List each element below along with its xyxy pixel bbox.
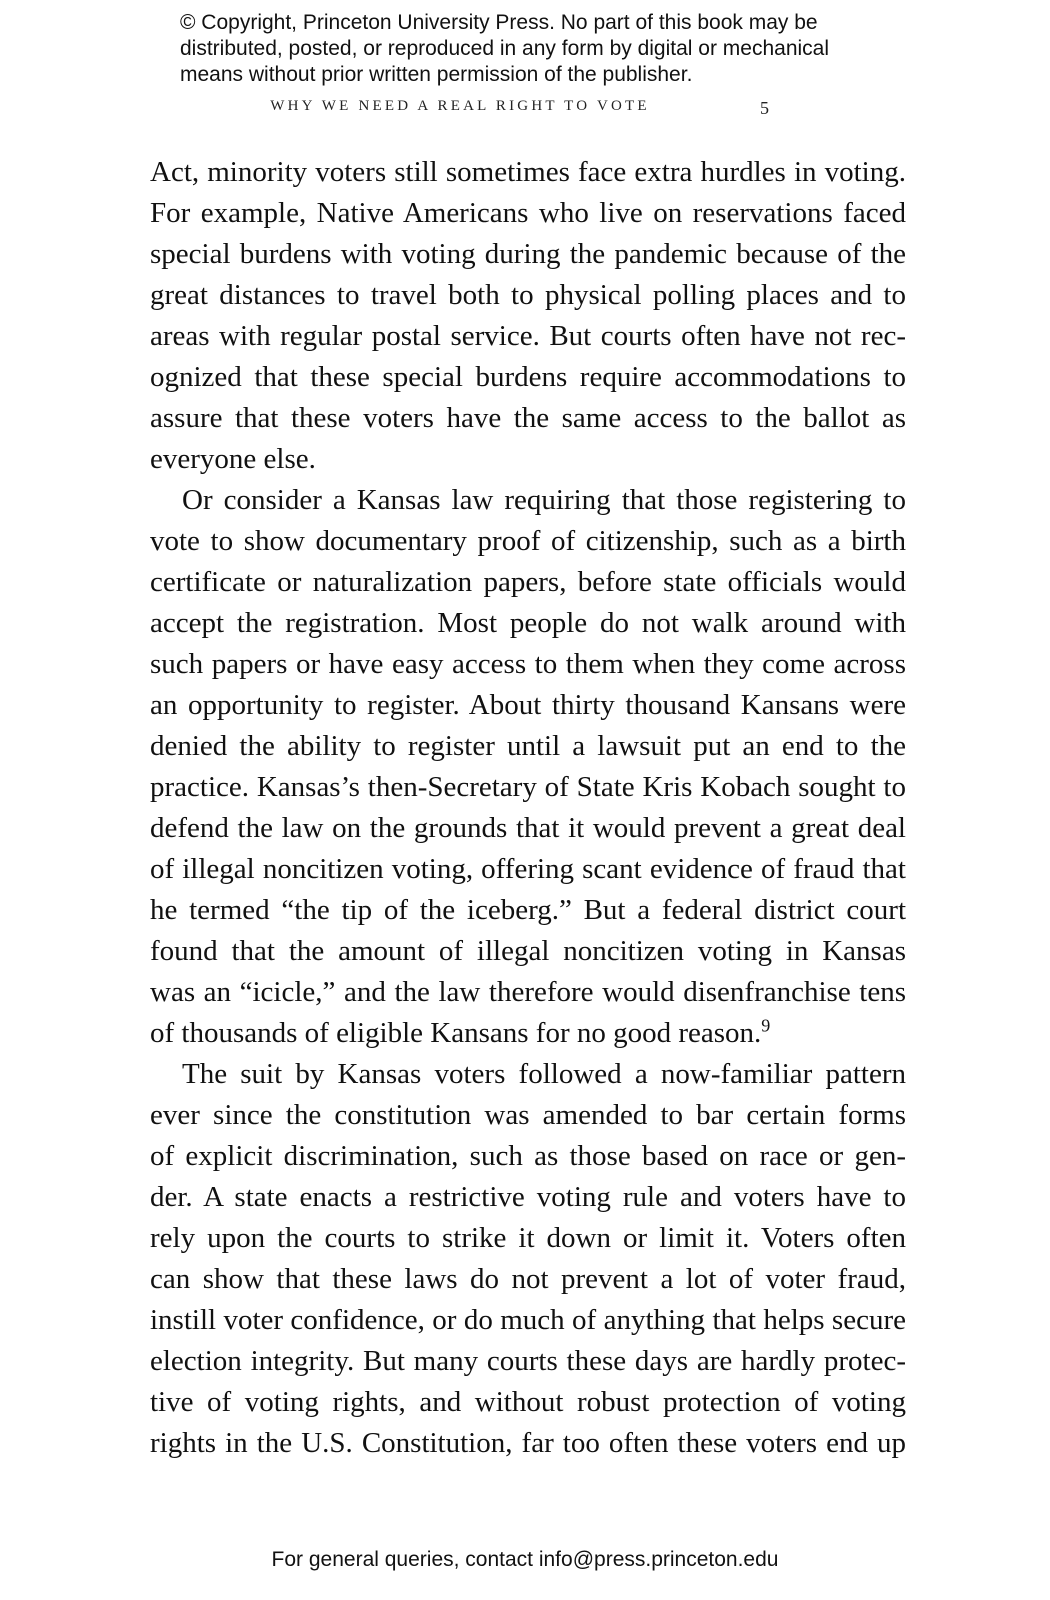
copyright-line: distributed, posted, or reproduced in any form by digital or mechanical [180,37,830,60]
text-line: vote to show documentary proof of citizenship, such as a birth [150,525,906,557]
text-line: election integrity. But many courts these days are hardly protec- [150,1345,906,1377]
text-line: Act, minority voters still sometimes face extra hurdles in voting. [150,156,906,188]
text-line: of illegal noncitizen voting, offering scant evidence of fraud that [150,853,906,885]
text-line: ever since the constitution was amended to bar certain forms [150,1099,906,1131]
text-line: defend the law on the grounds that it would prevent a great deal [150,812,906,844]
text-line: ognized that these special burdens require accommodations to [150,361,906,393]
text-line: great distances to travel both to physical polling places and to [150,279,906,311]
text-line: instill voter confidence, or do much of anything that helps secure [150,1304,906,1336]
text-line: can show that these laws do not prevent a lot of voter fraud, [150,1263,906,1295]
text-line: was an “icicle,” and the law therefore would disenfranchise tens [150,976,906,1008]
footnote-reference[interactable]: 9 [761,1015,771,1036]
text-line: assure that these voters have the same access to the ballot as [150,402,906,434]
text-line: rely upon the courts to strike it down or limit it. Voters often [150,1222,906,1254]
text-line: rights in the U.S. Constitution, far too often these voters end up [150,1427,906,1459]
text-line: he termed “the tip of the iceberg.” But a federal district court [150,894,906,926]
text-line: For example, Native Americans who live on reservations faced [150,197,906,229]
text-line: denied the ability to register until a lawsuit put an end to the [150,730,906,762]
text-line: certificate or naturalization papers, before state officials would [150,566,906,598]
copyright-line: means without prior written permission of the publisher. [180,63,693,86]
text-line: everyone else. [150,443,316,475]
text-line: Or consider a Kansas law requiring that those registering to [182,484,906,516]
body-text [150,152,906,1464]
text-line: an opportunity to register. About thirty thousand Kansans were [150,689,906,721]
text-line: practice. Kansas’s then-Secretary of State Kris Kobach sought to [150,771,906,803]
text-line: The suit by Kansas voters followed a now-familiar pattern [182,1058,906,1090]
text-line: accept the registration. Most people do not walk around with [150,607,906,639]
text-line: found that the amount of illegal noncitizen voting in Kansas [150,935,906,967]
text-line: special burdens with voting during the pandemic because of the [150,238,906,270]
copyright-notice [180,10,940,88]
footer-contact: For general queries, contact info@press.princeton.edu [271,1548,779,1571]
text-line: such papers or have easy access to them when they come across [150,648,906,680]
text-line: of explicit discrimination, such as those based on race or gen- [150,1140,906,1172]
page-number: 5 [760,98,769,118]
text-line: of thousands of eligible Kansans for no good reason. [150,1017,762,1049]
text-line-with-footnote [150,1013,906,1054]
text-line: areas with regular postal service. But courts often have not rec- [150,320,906,352]
text-line: tive of voting rights, and without robust protection of voting [150,1386,906,1418]
text-line: der. A state enacts a restrictive voting rule and voters have to [150,1181,906,1213]
running-head: WHY WE NEED A REAL RIGHT TO VOTE [270,98,650,114]
copyright-line: © Copyright, Princeton University Press. No part of this book may be [180,11,818,34]
